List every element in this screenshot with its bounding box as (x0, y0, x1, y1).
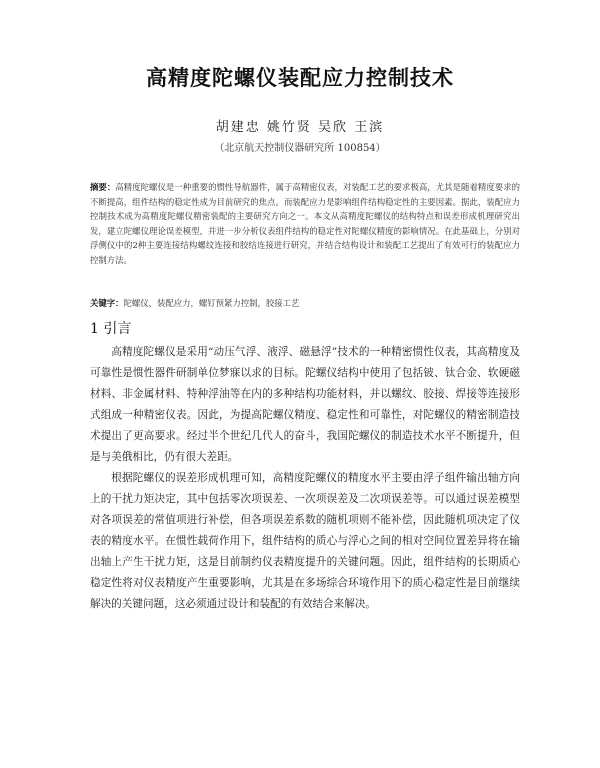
author-list: 胡建忠 姚竹贤 吴欣 王滨 (215, 120, 385, 135)
abstract-label: 摘要： (90, 182, 116, 192)
keywords-block (90, 297, 520, 310)
paper-title: 高精度陀螺仪装配应力控制技术 (146, 66, 454, 90)
section-heading-introduction: 1 引言 (90, 321, 132, 337)
keywords-text: 陀螺仪，装配应力，螺钉预紧力控制，胶接工艺 (123, 298, 300, 308)
keywords-label: 关键字： (90, 298, 124, 308)
body-paragraph-2: 根据陀螺仪的误差形成机理可知，高精度陀螺仪的精度水平主要由浮子组件输出轴方向上的干扰力矩决定，其中包括零次项误差、一次项误差及二次项误差等。可以通过误差模型对各项误差的常值项进行补偿，但各项误差系数的随机项则不能补偿，因此随机项决定了仪表的精度水平。在惯性载荷作用下，组件结构的质心与浮心之间的相对空间位置差异将在输出轴上产生干扰力矩，这是目前制约仪表精度提升的关键问题。因此，组件结构的长期质心稳定性将对仪表精度产生重要影响，尤其是在多场综合环境作用下的质心稳定性是目前继续解决的关键问题，这必须通过设计和装配的有效结合来解决。 (90, 472, 520, 610)
abstract-text: 高精度陀螺仪是一种重要的惯性导航器件，属于高精密仪表，对装配工艺的要求极高，尤其是随着精度要求的不断提高，组件结构的稳定性成为目前研究的焦点。而装配应力是影响组件结构稳定性的主要因素。据此，装配应力控制技术成为高精度陀螺仪精密装配的主要研究方向之一。本文从高精度陀螺仪的结构特点和误差形成机理研究出发，建立陀螺仪理论误差模型，并进一步分析仪表组件结构的稳定性对陀螺仪精度的影响情况。在此基础上，分别对浮侧仪中的2种主要连接结构螺纹连接和胶结连接进行研究，并结合结构设计和装配工艺提出了有效可行的装配应力控制方法。 (90, 182, 521, 265)
affiliation: （北京航天控制仪器研究所 100854） (214, 143, 386, 154)
abstract-block (90, 180, 520, 268)
body-paragraph-1: 高精度陀螺仪是采用“动压气浮、液浮、磁悬浮”技术的一种精密惯性仪表，其高精度及可靠性是惯性器件研制单位梦寐以求的目标。陀螺仪结构中使用了包括铍、钛合金、软硬磁材料、非金属材料、特种浮油等在内的多种结构功能材料，并以螺纹、胶接、焊接等连接形式组成一种精密仪表。因此，为提高陀螺仪精度、稳定性和可靠性，对陀螺仪的精密制造技术提出了更高要求。经过半个世纪几代人的奋斗，我国陀螺仪的制造技术水平不断提升，但是与美俄相比，仍有很大差距。 (90, 346, 520, 463)
